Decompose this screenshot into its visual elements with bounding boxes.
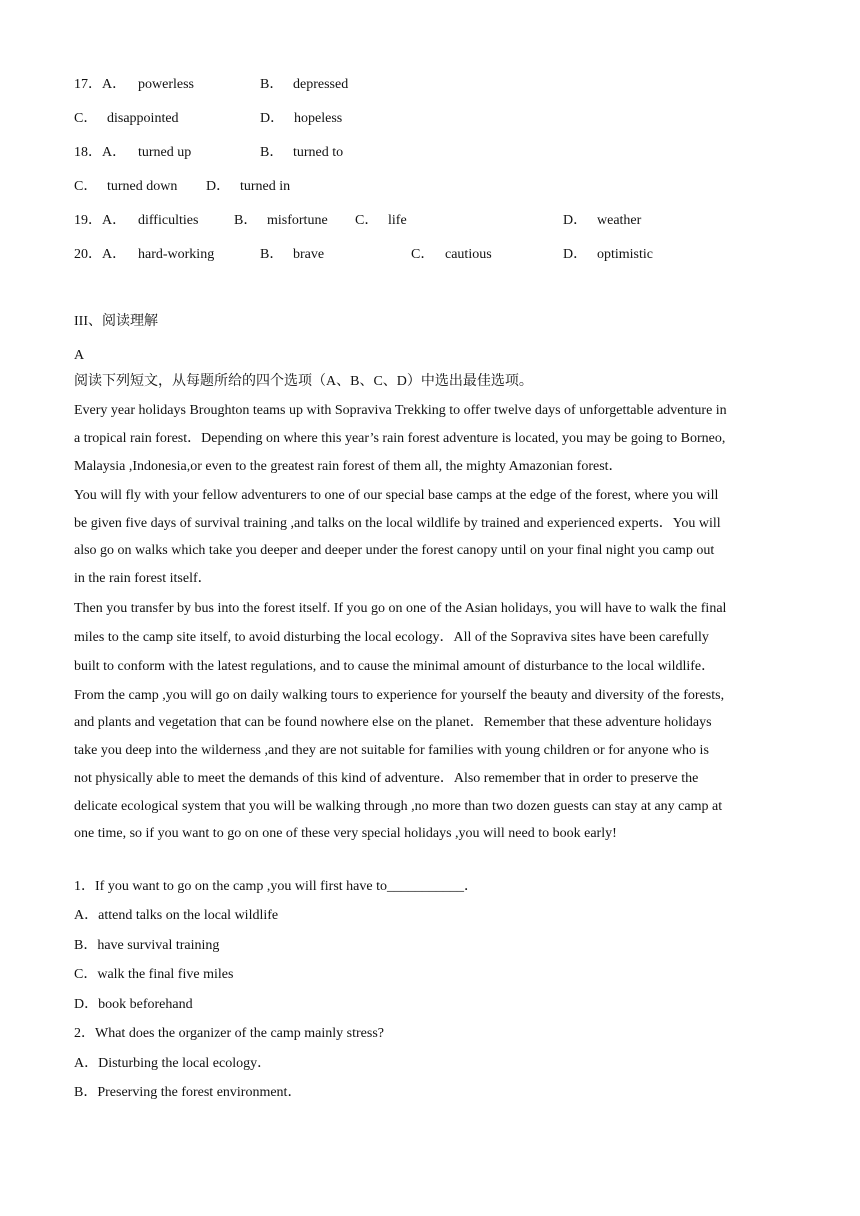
option-a: difficulties — [138, 213, 199, 228]
option-d-key: D． — [206, 179, 231, 194]
question-2-option-b: B．Preserving the forest environment． — [74, 1085, 302, 1100]
passage-line: built to conform with the latest regulations, and to cause the minimal amount of disturbance to the local wildlife． — [74, 659, 716, 674]
passage-line: also go on walks which take you deeper and deeper under the forest canopy until on your final night you camp out — [74, 543, 715, 558]
option-b-key: B． — [260, 247, 284, 262]
option-c: disappointed — [107, 111, 179, 126]
passage-line: Every year holidays Broughton teams up with Sopraviva Trekking to offer twelve days of unforgettable adventure in — [74, 403, 727, 418]
option-d-key: D． — [260, 111, 285, 126]
option-b-key: B． — [260, 145, 284, 160]
passage-line: Then you transfer by bus into the forest itself. If you go on one of the Asian holidays, you will have to walk the final — [74, 601, 727, 616]
option-b-key: B． — [234, 213, 258, 228]
passage-line: be given five days of survival training ,and talks on the local wildlife by trained and experienced experts．You will — [74, 516, 721, 531]
option-d: turned in — [240, 179, 291, 194]
question-2-option-a: A．Disturbing the local ecology． — [74, 1056, 272, 1071]
option-c-key: C． — [74, 111, 98, 126]
passage-line: Malaysia ,Indonesia,or even to the greatest rain forest of them all, the mighty Amazonian forest． — [74, 459, 623, 474]
option-c: turned down — [107, 179, 178, 194]
option-a: turned up — [138, 145, 192, 160]
option-d: optimistic — [597, 247, 653, 262]
option-c: life — [388, 213, 407, 228]
option-c: cautious — [445, 247, 492, 262]
option-b: misfortune — [267, 213, 328, 228]
option-b: depressed — [293, 77, 349, 92]
passage-line: a tropical rain forest．Depending on where this year’s rain forest adventure is located, you may be going to Borneo, — [74, 431, 726, 446]
question-2-stem: 2．What does the organizer of the camp mainly stress? — [74, 1026, 384, 1041]
question-number: 18．A． — [74, 145, 127, 160]
option-a: hard-working — [138, 247, 215, 262]
passage-line: take you deep into the wilderness ,and they are not suitable for families with young children or for anyone who is — [74, 743, 709, 758]
question-number: 17．A． — [74, 77, 127, 92]
option-b: brave — [293, 247, 325, 262]
passage-line: and plants and vegetation that can be found nowhere else on the planet．Remember that these adventure holidays — [74, 715, 712, 730]
option-b-key: B． — [260, 77, 284, 92]
passage-line: in the rain forest itself． — [74, 571, 212, 586]
option-c-key: C． — [411, 247, 435, 262]
option-a: powerless — [138, 77, 194, 92]
passage-line: not physically able to meet the demands of this kind of adventure．Also remember that in order to preserve the — [74, 771, 699, 786]
part-label: A — [74, 348, 85, 363]
question-1-option-c: C．walk the final five miles — [74, 967, 234, 982]
question-1-option-d: D．book beforehand — [74, 997, 193, 1012]
question-1-option-a: A．attend talks on the local wildlife — [74, 908, 279, 923]
question-number: 20．A． — [74, 247, 127, 262]
passage-line: You will fly with your fellow adventurers to one of our special base camps at the edge of the forest, where you will — [74, 488, 719, 503]
passage-line: one time, so if you want to go on one of these very special holidays ,you will need to book early! — [74, 826, 617, 841]
passage-line: delicate ecological system that you will be walking through ,no more than two dozen guests can stay at any camp at — [74, 799, 723, 814]
passage-line: miles to the camp site itself, to avoid disturbing the local ecology．All of the Sopraviva sites have been carefully — [74, 630, 709, 645]
section-heading: III、阅读理解 — [74, 314, 158, 329]
option-d-key: D． — [563, 247, 588, 262]
option-d: weather — [597, 213, 642, 228]
question-number: 19．A． — [74, 213, 127, 228]
option-c-key: C． — [355, 213, 379, 228]
option-d: hopeless — [294, 111, 343, 126]
option-c-key: C． — [74, 179, 98, 194]
option-d-key: D． — [563, 213, 588, 228]
question-1-stem: 1．If you want to go on the camp ,you will first have to___________． — [74, 879, 478, 894]
passage-line: From the camp ,you will go on daily walking tours to experience for yourself the beauty and diversity of the forests, — [74, 688, 725, 703]
option-b: turned to — [293, 145, 344, 160]
instruction: 阅读下列短文，从每题所给的四个选项（A、B、C、D）中选出最佳选项。 — [74, 374, 533, 389]
question-1-option-b: B．have survival training — [74, 938, 220, 953]
